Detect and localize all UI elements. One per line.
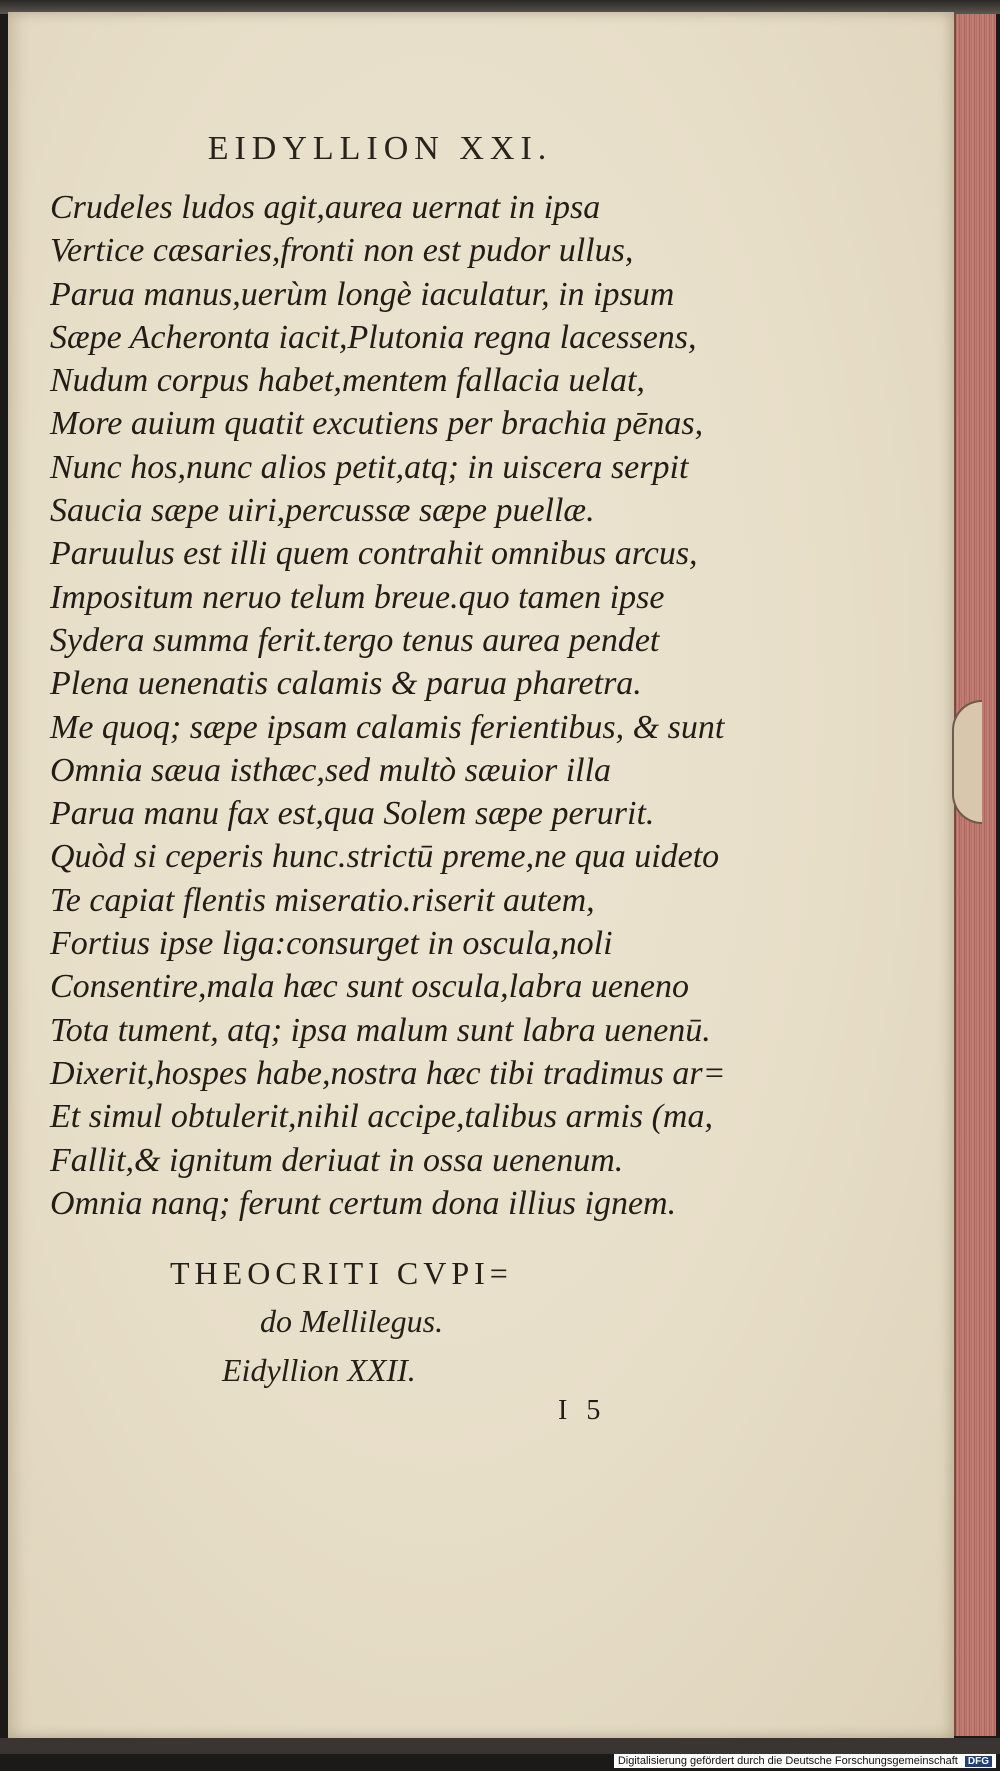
verse-block	[50, 186, 740, 1225]
verse-line: Me quoq; sæpe ipsam calamis ferientibus, & sunt	[50, 708, 725, 746]
digitization-credit	[614, 1754, 996, 1768]
verse-line: Consentire,mala hæc sunt oscula,labra ueneno	[50, 968, 690, 1006]
verse-line: More auium quatit excutiens per brachia pēnas,	[50, 405, 704, 443]
verse-line: Tota tument, atq; ipsa malum sunt labra uenenū.	[50, 1011, 711, 1049]
verse-line: Sæpe Acheronta iacit,Plutonia regna lacessens,	[50, 318, 697, 356]
verse-line: Impositum neruo telum breue.quo tamen ipse	[50, 578, 665, 616]
verse-line: Vertice cæsaries,fronti non est pudor ullus,	[50, 232, 634, 270]
verse-line: Omnia sæua isthæc,sed multò sæuior illa	[50, 751, 612, 789]
verse-line: Parua manus,uerùm longè iaculatur, in ipsum	[50, 275, 675, 313]
dfg-logo: DFG	[965, 1756, 992, 1767]
verse-line: Paruulus est illi quem contrahit omnibus arcus,	[50, 535, 698, 573]
verse-line: Plena uenenatis calamis & parua pharetra.	[50, 665, 642, 703]
verse-line: Parua manu fax est,qua Solem sæpe perurit.	[50, 795, 655, 833]
signature-mark: I 5	[558, 1395, 607, 1426]
scan-bottom-border	[0, 1738, 1000, 1754]
verse-line: Nudum corpus habet,mentem fallacia uelat,	[50, 362, 645, 400]
red-page-edge	[954, 14, 996, 1736]
next-title-line-3: Eidyllion XXII.	[222, 1352, 416, 1388]
verse-line: Te capiat flentis miseratio.riserit autem,	[50, 881, 595, 919]
next-title-line-2: do Mellilegus.	[260, 1303, 444, 1339]
verse-line: Quòd si ceperis hunc.strictū preme,ne qua uideto	[50, 838, 720, 876]
verse-line: Et simul obtulerit,nihil accipe,talibus armis (ma,	[50, 1098, 713, 1136]
verse-line: Nunc hos,nunc alios petit,atq; in uiscera serpit	[50, 448, 689, 486]
verse-line: Saucia sæpe uiri,percussæ sæpe puellæ.	[50, 492, 595, 530]
running-title: EIDYLLION XXI.	[207, 130, 553, 167]
verse-line: Crudeles ludos agit,aurea uernat in ipsa	[50, 189, 601, 226]
verse-line: Fallit,& ignitum deriuat in ossa uenenum.	[50, 1141, 624, 1179]
verse-line: Fortius ipse liga:consurget in oscula,noli	[50, 925, 613, 963]
page-tab-notch	[952, 700, 982, 824]
verse-line: Dixerit,hospes habe,nostra hæc tibi tradimus ar=	[50, 1054, 726, 1092]
verse-line: Sydera summa ferit.tergo tenus aurea pendet	[50, 621, 660, 659]
credit-text: Digitalisierung gefördert durch die Deutsche Forschungsgemeinschaft	[617, 1755, 958, 1767]
next-title-line-1: THEOCRITI CVPI=	[170, 1255, 513, 1291]
verse-line: Omnia nanq; ferunt certum dona illius ignem.	[50, 1184, 677, 1222]
